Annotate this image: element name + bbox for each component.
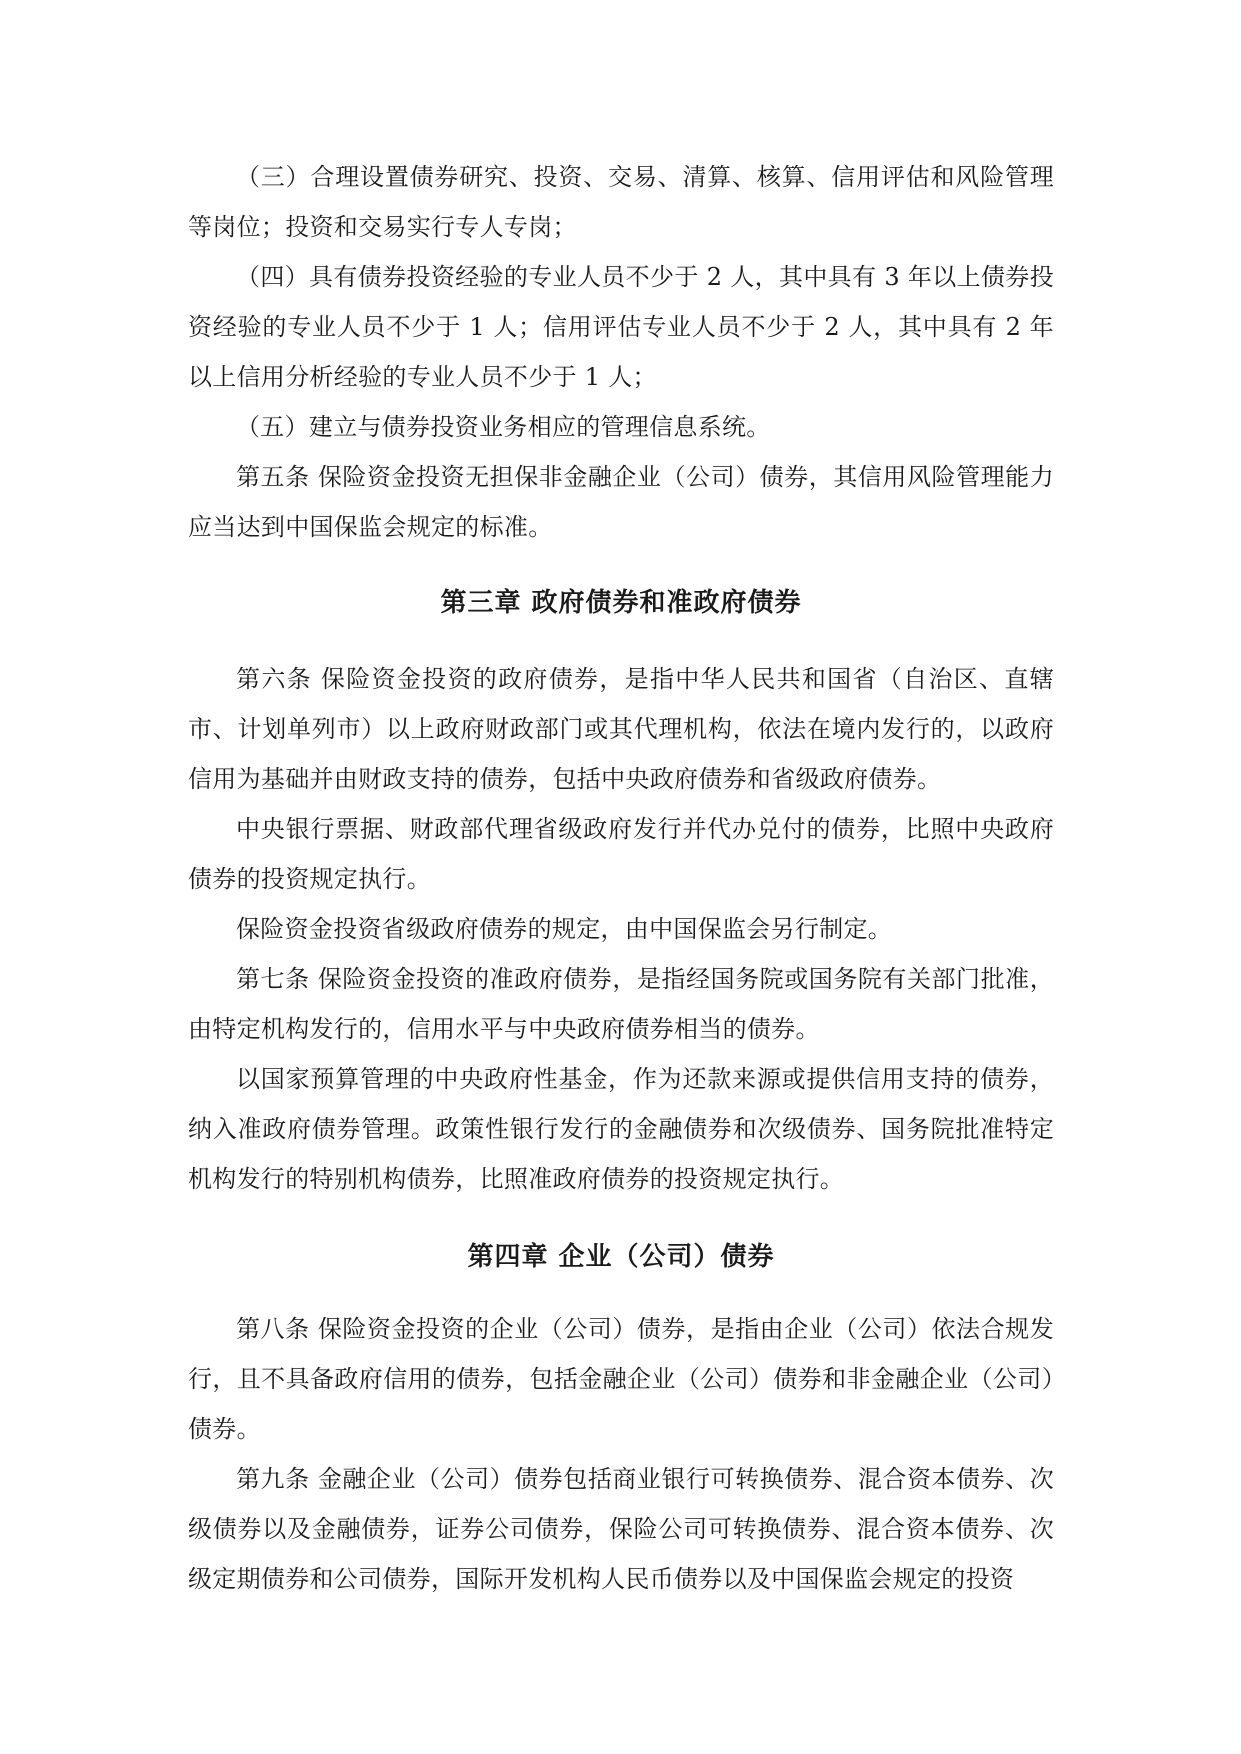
article-9-paragraph: 第九条 金融企业（公司）债券包括商业银行可转换债券、混合资本债券、次级债券以及金融债券，证券公司债券，保险公司可转换债券、混合资本债券、次级定期债券和公司债券，国际开发机构人民币债券以及中国保监会规定的投资 xyxy=(188,1465,1054,1593)
article-6-paragraph: 第六条 保险资金投资的政府债券，是指中华人民共和国省（自治区、直辖市、计划单列市）以上政府财政部门或其代理机构，依法在境内发行的，以政府信用为基础并由财政支持的债券，包括中央政府债券和省级政府债券。 xyxy=(188,665,1054,793)
paragraph: （三）合理设置债券研究、投资、交易、清算、核算、信用评估和风险管理等岗位；投资和交易实行专人专岗； xyxy=(188,163,1054,241)
article-8-paragraph: 第八条 保险资金投资的企业（公司）债券，是指由企业（公司）依法合规发行，且不具备政府信用的债券，包括金融企业（公司）债券和非金融企业（公司）债券。 xyxy=(188,1315,1054,1443)
paragraph: 以国家预算管理的中央政府性基金，作为还款来源或提供信用支持的债券，纳入准政府债券管理。政策性银行发行的金融债券和次级债券、国务院批准特定机构发行的特别机构债券，比照准政府债券的投资规定执行。 xyxy=(188,1065,1054,1193)
paragraph: （四）具有债券投资经验的专业人员不少于 2 人，其中具有 3 年以上债券投资经验的专业人员不少于 1 人；信用评估专业人员不少于 2 人，其中具有 2 年以上信用分析经验的专业人员不少于 1 人； xyxy=(188,263,1054,391)
paragraph: 中央银行票据、财政部代理省级政府发行并代办兑付的债券，比照中央政府债券的投资规定执行。 xyxy=(188,815,1054,893)
chapter-number: 第四章 xyxy=(467,1242,549,1272)
chapter-heading xyxy=(188,1232,1054,1282)
chapter-number: 第三章 xyxy=(440,588,522,618)
article-5-paragraph: 第五条 保险资金投资无担保非金融企业（公司）债券，其信用风险管理能力应当达到中国保监会规定的标准。 xyxy=(188,463,1054,541)
chapter-heading xyxy=(188,578,1054,628)
paragraph: （五）建立与债券投资业务相应的管理信息系统。 xyxy=(236,413,771,441)
document-page xyxy=(188,152,1054,1604)
article-7-paragraph: 第七条 保险资金投资的准政府债券，是指经国务院或国务院有关部门批准，由特定机构发行的，信用水平与中央政府债券相当的债券。 xyxy=(188,965,1054,1043)
chapter-title: 企业（公司）债券 xyxy=(558,1242,775,1272)
paragraph: 保险资金投资省级政府债券的规定，由中国保监会另行制定。 xyxy=(236,915,893,943)
chapter-title: 政府债券和准政府债券 xyxy=(531,588,802,618)
